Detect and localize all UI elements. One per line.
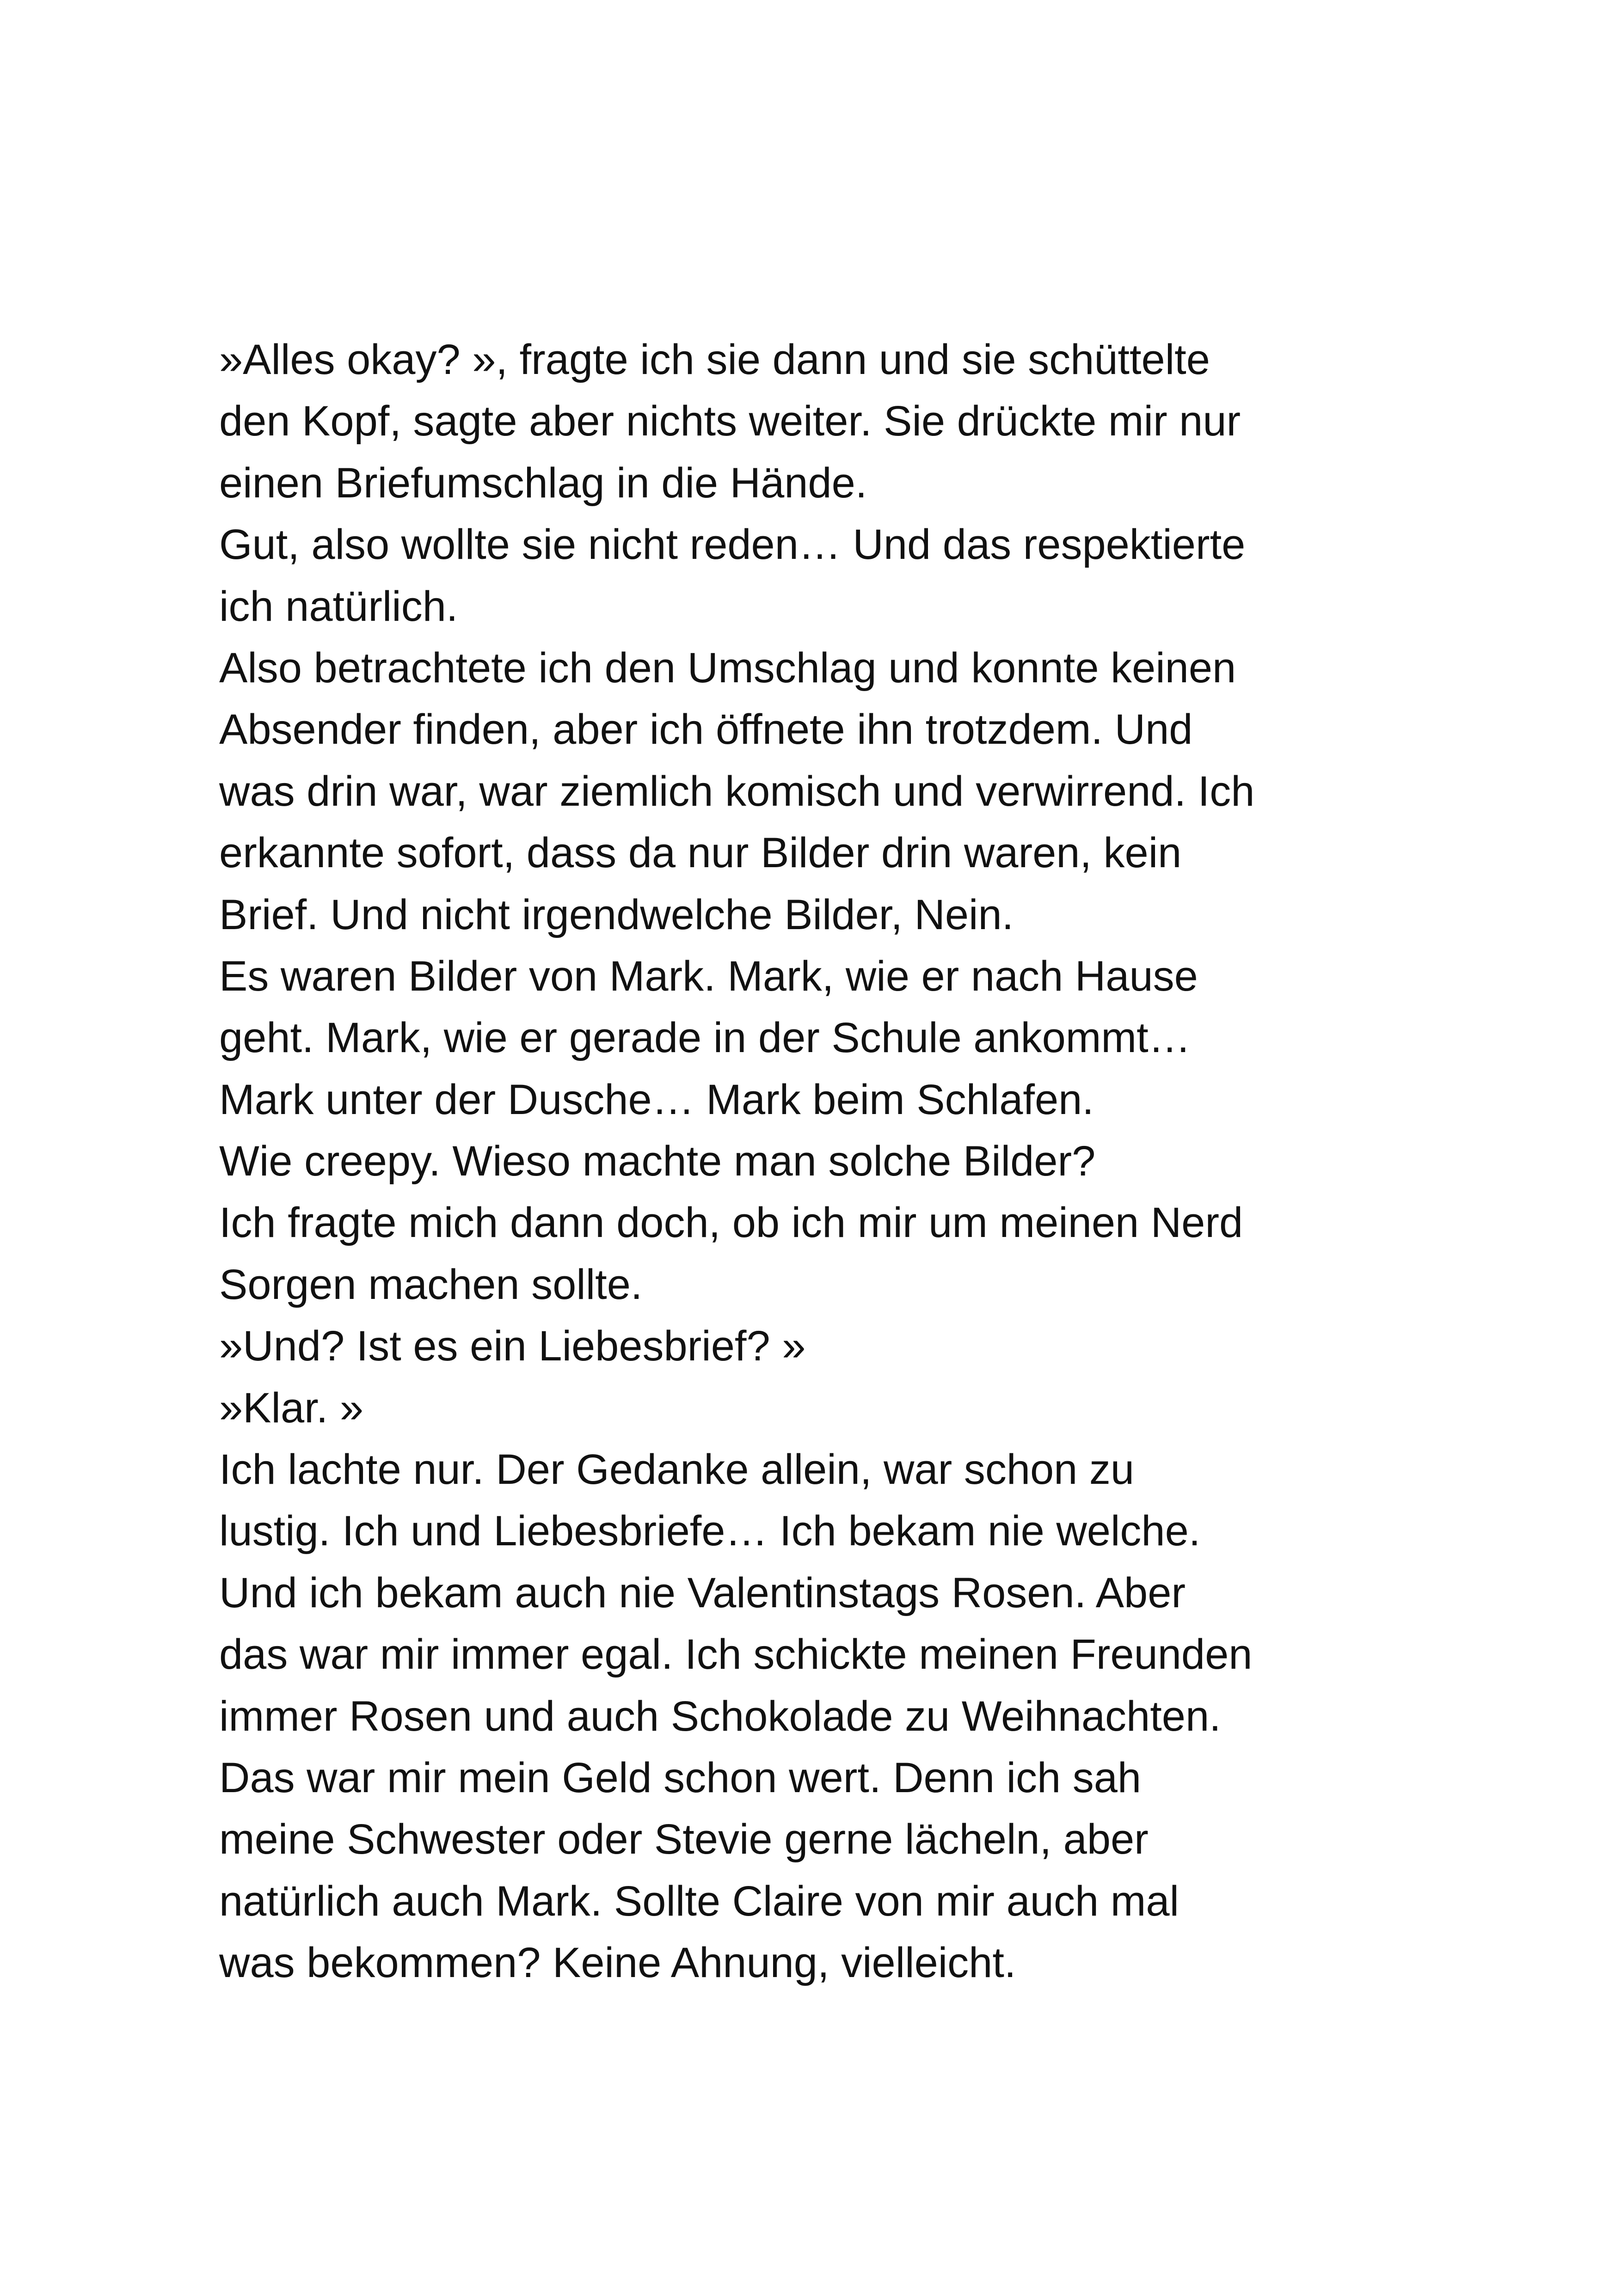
text-line: das war mir immer egal. Ich schickte meinen Freunden: [219, 1631, 1253, 1678]
text-line: Absender finden, aber ich öffnete ihn trotzdem. Und: [219, 706, 1193, 753]
text-line: Ich lachte nur. Der Gedanke allein, war schon zu: [219, 1446, 1135, 1494]
text-line: einen Briefumschlag in die Hände.: [219, 459, 867, 507]
text-line: was bekommen? Keine Ahnung, vielleicht.: [219, 1939, 1016, 1987]
text-line: erkannte sofort, dass da nur Bilder drin waren, kein: [219, 829, 1182, 877]
text-line: immer Rosen und auch Schokolade zu Weihnachten.: [219, 1692, 1221, 1740]
text-line: Brief. Und nicht irgendwelche Bilder, Nein.: [219, 891, 1014, 938]
text-line: Gut, also wollte sie nicht reden… Und das respektierte: [219, 521, 1246, 569]
text-line: »Und? Ist es ein Liebesbrief? »: [219, 1322, 806, 1370]
text-line: Das war mir mein Geld schon wert. Denn ich sah: [219, 1754, 1142, 1801]
text-line: Sorgen machen sollte.: [219, 1261, 643, 1308]
text-line: natürlich auch Mark. Sollte Claire von mir auch mal: [219, 1877, 1179, 1925]
text-line: Also betrachtete ich den Umschlag und konnte keinen: [219, 644, 1236, 692]
text-line: ich natürlich.: [219, 582, 458, 630]
body-text: [219, 329, 1468, 1994]
text-line: was drin war, war ziemlich komisch und verwirrend. Ich: [219, 767, 1255, 815]
text-line: Ich fragte mich dann doch, ob ich mir um meinen Nerd: [219, 1199, 1243, 1247]
text-line: Und ich bekam auch nie Valentinstags Rosen. Aber: [219, 1569, 1186, 1616]
text-line: Wie creepy. Wieso machte man solche Bilder?: [219, 1138, 1096, 1185]
text-line: Mark unter der Dusche… Mark beim Schlafen.: [219, 1076, 1094, 1123]
text-line: geht. Mark, wie er gerade in der Schule ankommt…: [219, 1014, 1191, 1062]
text-line: den Kopf, sagte aber nichts weiter. Sie drückte mir nur: [219, 398, 1241, 445]
text-line: »Klar. »: [219, 1384, 363, 1432]
text-line: Es waren Bilder von Mark. Mark, wie er nach Hause: [219, 952, 1198, 1000]
text-line: lustig. Ich und Liebesbriefe… Ich bekam nie welche.: [219, 1507, 1201, 1555]
text-line: »Alles okay? », fragte ich sie dann und sie schüttelte: [219, 336, 1210, 383]
text-line: meine Schwester oder Stevie gerne lächeln, aber: [219, 1816, 1149, 1863]
